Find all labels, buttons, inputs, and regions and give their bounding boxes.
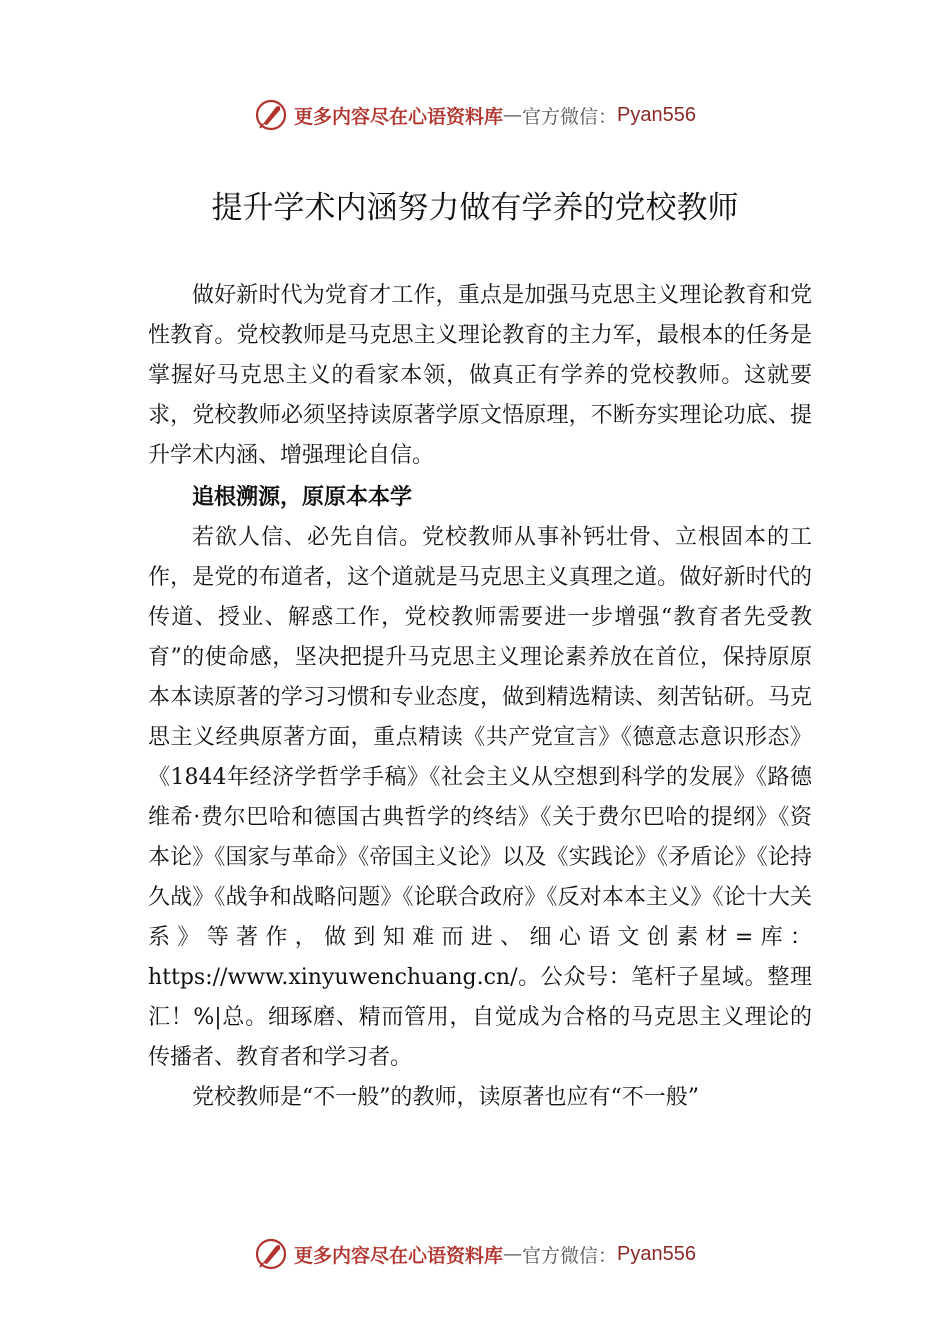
section-heading: 追根溯源，原原本本学 [192,484,413,510]
banner-wechat-id: Pyan556 [617,103,696,126]
banner-wechat-label: 官方微信： [522,105,618,128]
section-paragraph: 党校教师是“不一般”的教师，读原著也应有“不一般” [192,1085,699,1110]
document-title: 提升学术内涵努力做有学养的党校教师 [211,190,739,226]
header-watermark-banner [0,95,950,135]
banner-separator: — [503,1243,523,1265]
quill-pen-logo-icon [254,1237,288,1271]
banner-main-text: 更多内容尽在心语资料库 [294,1244,504,1267]
footer-watermark-banner [0,1234,950,1274]
section-paragraph: 若欲人信、必先自信。党校教师从事补钙壮骨、立根固本的工作，是党的布道者，这个道就是马克思主义真理之道。做好新时代的传道、授业、解惑工作，党校教师需要进一步增强“教育者先受教育”的使命感，坚决把提升马克思主义理论素养放在首位，保持原原本本读原著的学习习惯和专业态度，做到精选精读、刻苦钻研。马克思主义经典原著方面，重点精读《共产党宣言》《德意志意识形态》《1844年经济学哲学手稿》《社会主义从空想到科学的发展》《路德维希·费尔巴哈和德国古典哲学的终结》《关于费尔巴哈的提纲》《资本论》《国家与革命》《帝国主义论》以及《实践论》《矛盾论》《论持久战》《战争和战略问题》《论联合政府》《反对本本主义》《论十大关系》等著作，做到知难而进、细心语文创素材=库：https://www.xinyuwenchuang.cn/。公众号：笔杆子星域。整理汇！%|总。细琢磨、精而管用，自觉成为合格的马克思主义理论的传播者、教育者和学习者。 [148,525,812,1070]
intro-paragraph: 做好新时代为党育才工作，重点是加强马克思主义理论教育和党性教育。党校教师是马克思主义理论教育的主力军，最根本的任务是掌握好马克思主义的看家本领，做真正有学养的党校教师。这就要求，党校教师必须坚持读原著学原文悟原理，不断夯实理论功底、提升学术内涵、增强理论自信。 [148,283,812,468]
banner-wechat-label: 官方微信： [522,1244,618,1267]
banner-separator: — [503,104,523,126]
banner-wechat-id: Pyan556 [617,1242,696,1265]
banner-main-text: 更多内容尽在心语资料库 [294,105,504,128]
quill-pen-logo-icon [254,98,288,132]
document-body [148,276,812,1118]
